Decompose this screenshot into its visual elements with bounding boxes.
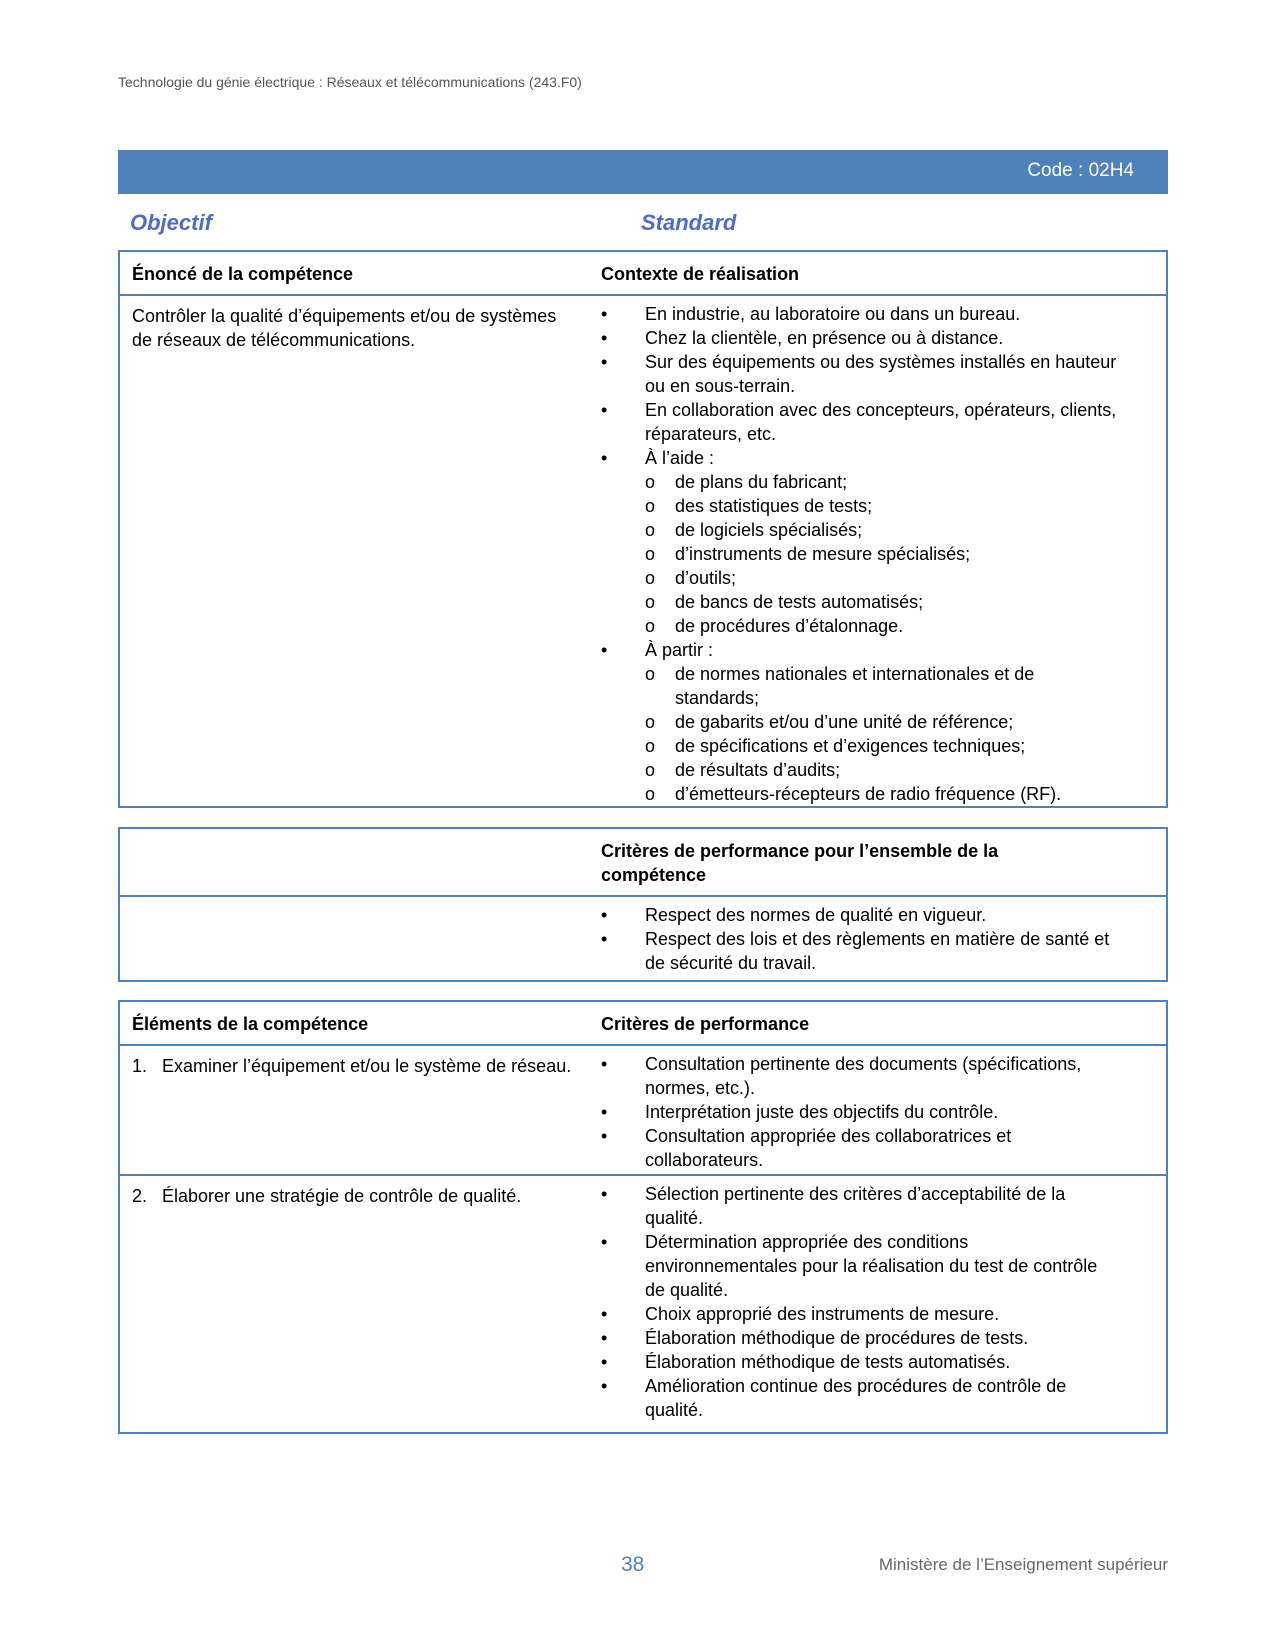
table-header-row xyxy=(120,829,1166,897)
table-row xyxy=(120,1176,1166,1432)
element-text: Élaborer une stratégie de contrôle de qualité. xyxy=(162,1186,522,1206)
a-partir-sublist xyxy=(645,662,1121,806)
criteria-header: Critères de performance xyxy=(601,1014,810,1034)
elements-table xyxy=(118,1000,1168,1434)
section-headings xyxy=(118,210,1168,242)
sublist-item: o de procédures d’étalonnage. xyxy=(645,614,1121,638)
sublist-item: o d’émetteurs-récepteurs de radio fréquence (RF). xyxy=(645,782,1121,806)
table-row xyxy=(120,1046,1166,1176)
contexte-header: Contexte de réalisation xyxy=(601,264,800,284)
competence-context-table xyxy=(118,250,1168,808)
global-criteria-header: Critères de performance pour l’ensemble de la compétence xyxy=(601,841,999,885)
a-partir-label: À partir : xyxy=(645,640,714,660)
list-item-a-partir xyxy=(601,638,1121,806)
a-laide-sublist xyxy=(645,470,1121,638)
list-item: • Respect des normes de qualité en vigueur. xyxy=(601,903,1121,927)
list-item: • Interprétation juste des objectifs du contrôle. xyxy=(601,1100,1121,1124)
table-header-row xyxy=(120,252,1166,296)
list-item: • Élaboration méthodique de tests automatisés. xyxy=(601,1350,1121,1374)
list-item: • Consultation pertinente des documents (spécifications, normes, etc.). xyxy=(601,1052,1121,1100)
list-item: • En collaboration avec des concepteurs, opérateurs, clients, réparateurs, etc. xyxy=(601,398,1121,446)
list-item: • En industrie, au laboratoire ou dans un bureau. xyxy=(601,302,1121,326)
element-text: Examiner l’équipement et/ou le système de réseau. xyxy=(162,1056,572,1076)
global-criteria-list xyxy=(601,903,1121,975)
sublist-item: o d’instruments de mesure spécialisés; xyxy=(645,542,1121,566)
sublist-item: o de spécifications et d’exigences techniques; xyxy=(645,734,1121,758)
sublist-item: o de gabarits et/ou d’une unité de référence; xyxy=(645,710,1121,734)
list-item: • Chez la clientèle, en présence ou à distance. xyxy=(601,326,1121,350)
page-number: 38 xyxy=(621,1553,645,1576)
list-item: • Sur des équipements ou des systèmes installés en hauteur ou en sous-terrain. xyxy=(601,350,1121,398)
sublist-item: o des statistiques de tests; xyxy=(645,494,1121,518)
element-number: 1. xyxy=(132,1056,148,1076)
objectif-heading: Objectif xyxy=(130,210,212,235)
element-2 xyxy=(132,1184,532,1208)
running-header: Technologie du génie électrique : Réseaux et télécommunications (243.F0) xyxy=(118,74,582,90)
list-item-a-laide xyxy=(601,446,1121,638)
contexte-list xyxy=(601,302,1121,806)
competency-code: Code : 02H4 xyxy=(1027,160,1134,181)
sublist-item: o de normes nationales et internationales et de standards; xyxy=(645,662,1121,710)
sublist-item: o de plans du fabricant; xyxy=(645,470,1121,494)
element-1 xyxy=(132,1054,582,1078)
code-bar xyxy=(118,150,1168,194)
element-number: 2. xyxy=(132,1186,148,1206)
list-item: • Détermination appropriée des conditions environnementales pour la réalisation du test de contrôle de qualité. xyxy=(601,1230,1121,1302)
list-item: • Amélioration continue des procédures de contrôle de qualité. xyxy=(601,1374,1121,1422)
list-item: • Respect des lois et des règlements en matière de santé et de sécurité du travail. xyxy=(601,927,1121,975)
sublist-item: o de bancs de tests automatisés; xyxy=(645,590,1121,614)
a-laide-label: À l’aide : xyxy=(645,448,715,468)
footer-ministry: Ministère de l’Enseignement supérieur xyxy=(878,1555,1168,1574)
elements-header: Éléments de la compétence xyxy=(132,1014,369,1034)
enonce-text: Contrôler la qualité d’équipements et/ou de systèmes de réseaux de télécommunications. xyxy=(132,306,557,350)
sublist-item: o d’outils; xyxy=(645,566,1121,590)
table-header-row xyxy=(120,1002,1166,1046)
element-1-criteria xyxy=(601,1052,1121,1172)
table-body-row xyxy=(120,897,1166,980)
list-item: • Sélection pertinente des critères d’acceptabilité de la qualité. xyxy=(601,1182,1121,1230)
global-criteria-table xyxy=(118,827,1168,982)
standard-heading: Standard xyxy=(641,210,737,235)
list-item: • Choix approprié des instruments de mesure. xyxy=(601,1302,1121,1326)
table-body-row xyxy=(120,296,1166,806)
sublist-item: o de logiciels spécialisés; xyxy=(645,518,1121,542)
list-item: • Élaboration méthodique de procédures de tests. xyxy=(601,1326,1121,1350)
enonce-header: Énoncé de la compétence xyxy=(132,264,354,284)
list-item: • Consultation appropriée des collaboratrices et collaborateurs. xyxy=(601,1124,1121,1172)
sublist-item: o de résultats d’audits; xyxy=(645,758,1121,782)
element-2-criteria xyxy=(601,1182,1121,1422)
